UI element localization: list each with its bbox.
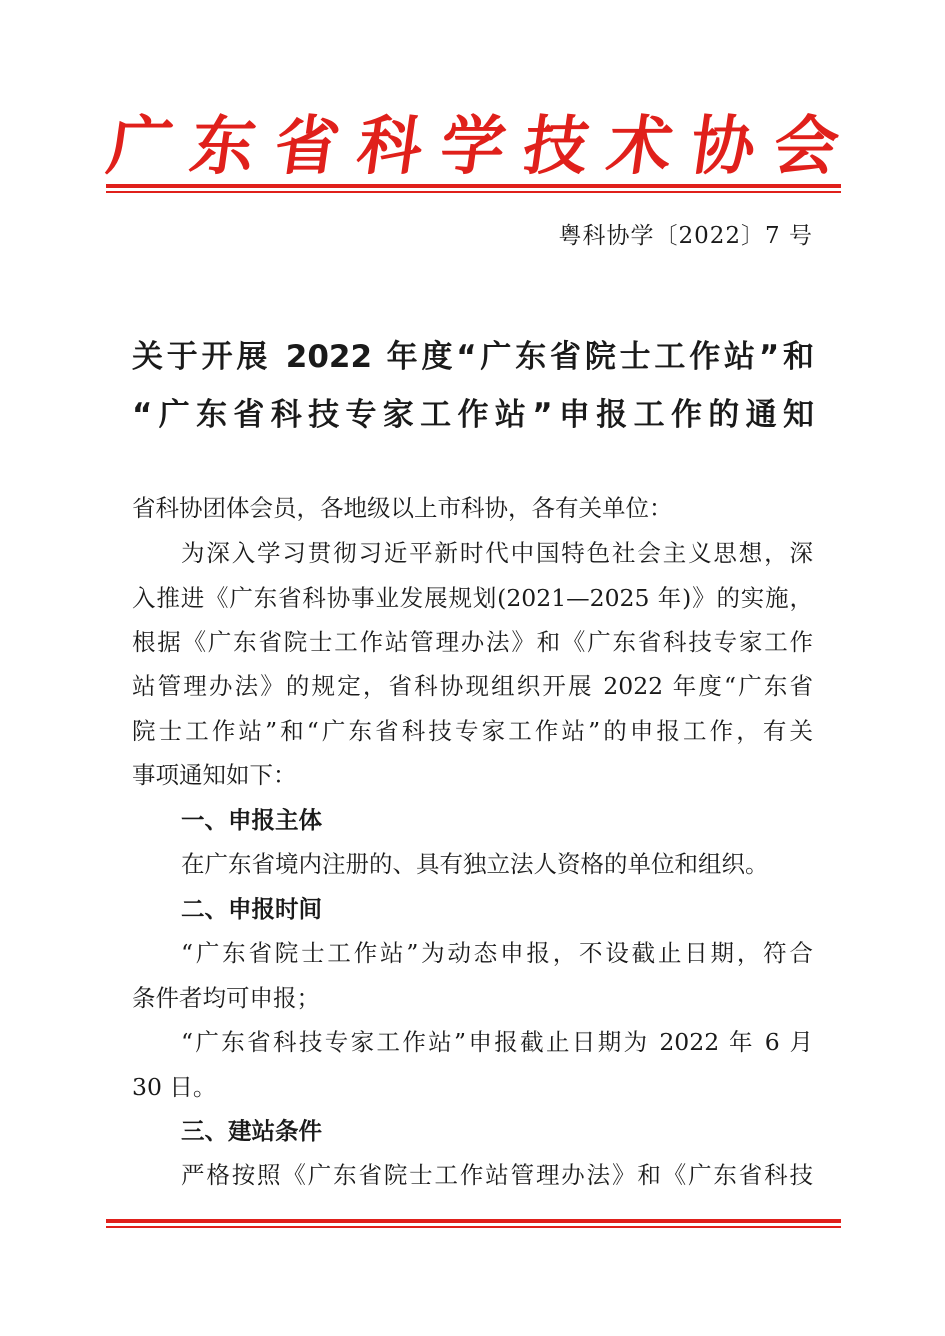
section-heading-2: 二、申报时间 xyxy=(181,895,322,923)
paragraph-line: “广东省院士工作站”为动态申报，不设截止日期，符合 xyxy=(181,939,813,967)
org-name-char: 科 xyxy=(352,110,427,184)
document-title-line-2: “广东省科技专家工作站”申报工作的通知 xyxy=(132,397,814,433)
paragraph-line: 根据《广东省院士工作站管理办法》和《广东省科技专家工作 xyxy=(132,628,813,656)
footer-red-rule-thick xyxy=(106,1219,841,1223)
paragraph-line: 在广东省境内注册的、具有独立法人资格的单位和组织。 xyxy=(181,850,769,878)
paragraph-line: 事项通知如下： xyxy=(132,761,297,789)
paragraph-line: 30 日。 xyxy=(132,1073,217,1101)
paragraph-line: 条件者均可申报； xyxy=(132,984,320,1012)
letterhead-org-name xyxy=(102,108,844,186)
section-heading-1: 一、申报主体 xyxy=(181,806,322,834)
org-name-char: 协 xyxy=(685,110,760,184)
paragraph-line: 严格按照《广东省院士工作站管理办法》和《广东省科技 xyxy=(181,1161,813,1189)
paragraph-line: “广东省科技专家工作站”申报截止日期为 2022 年 6 月 xyxy=(181,1028,813,1056)
footer-red-rule-thin xyxy=(106,1226,841,1228)
org-name-char: 广 xyxy=(102,110,178,184)
org-name-char: 学 xyxy=(435,110,511,184)
org-name-char: 东 xyxy=(186,110,261,184)
document-title-line-1: 关于开展 2022 年度“广东省院士工作站”和 xyxy=(132,339,814,375)
salutation: 省科协团体会员，各地级以上市科协，各有关单位： xyxy=(132,494,673,522)
section-heading-3: 三、建站条件 xyxy=(181,1117,322,1145)
org-name-char: 术 xyxy=(602,110,677,184)
paragraph-line: 为深入学习贯彻习近平新时代中国特色社会主义思想，深 xyxy=(181,539,813,567)
org-name-char: 技 xyxy=(519,110,594,184)
paragraph-line: 院士工作站”和“广东省科技专家工作站”的申报工作，有关 xyxy=(132,717,813,745)
letterhead-red-rule-thick xyxy=(106,184,841,188)
document-number: 粤科协学〔2022〕7 号 xyxy=(558,223,813,249)
org-name-char: 省 xyxy=(269,110,344,184)
paragraph-line: 入推进《广东省科协事业发展规划(2021—2025 年)》的实施， xyxy=(132,584,813,612)
org-name-char: 会 xyxy=(768,110,844,184)
letterhead-red-rule-thin xyxy=(106,191,841,193)
paragraph-line: 站管理办法》的规定，省科协现组织开展 2022 年度“广东省 xyxy=(132,672,813,700)
